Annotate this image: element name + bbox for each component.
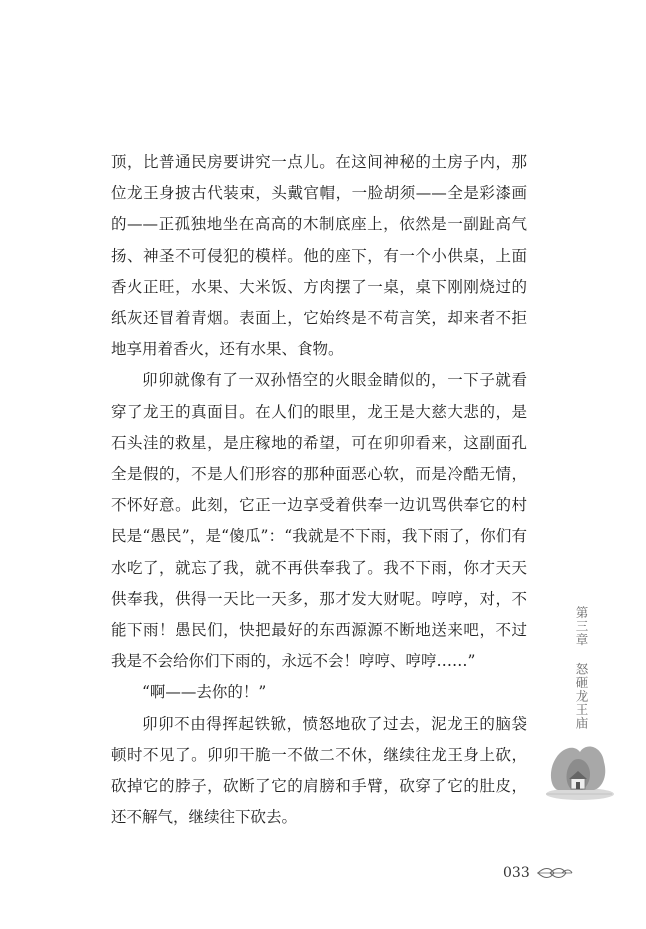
chapter-number: 第三章 — [574, 606, 589, 647]
paragraph-3: “啊——去你的！” — [142, 683, 267, 702]
paragraph-4: 卯卯不由得挥起铁锨，愤怒地砍了过去，泥龙王的脑袋顿时不见了。卯卯干脆一不做二不休，继续往龙王身上砍，砍掉它的脖子，砍断了它的肩膀和手臂，砍穿了它的肚皮，还不解气，继续往下砍去。 — [111, 714, 527, 827]
tree-house-illustration — [540, 730, 614, 802]
paragraph-2: 卯卯就像有了一双孙悟空的火眼金睛似的，一下子就看穿了龙王的真面目。在人们的眼里，龙王是大慈大悲的，是石头洼的救星，是庄稼地的希望，可在卯卯看来，这副面孔全是假的，不是人们形容的那种面恶心软，而是冷酷无情，不怀好意。此刻，它正一边享受着供奉一边讥骂供奉它的村民是“愚民”，是“傻瓜”：“我就是不下雨，我下雨了，你们有水吃了，就忘了我，就不再供奉我了。我不下雨，你才天天供奉我，供得一天比一天多，那才发大财呢。哼哼，对，不能下雨！愚民们，快把最好的东西源源不断地送来吧，不过我是不会给你们下雨的，永远不会！哼哼、哼哼……” — [111, 371, 527, 671]
paragraph-1: 顶，比普通民房要讲究一点儿。在这间神秘的土房子内，那位龙王身披古代装束，头戴官帽，一脸胡须——全是彩漆画的——正孤独地坐在高高的木制底座上，依然是一副趾高气扬、神圣不可侵犯的模样。他的座下，有一个小供桌，上面香火正旺，水果、大米饭、方肉摆了一桌，桌下刚刚烧过的纸灰还冒着青烟。表面上，它始终是不苟言笑，却来者不拒地享用着香火，还有水果、食物。 — [111, 153, 527, 359]
leaf-ornament-icon — [536, 866, 574, 880]
chapter-sidebar — [570, 606, 590, 730]
page-footer — [503, 863, 574, 883]
page-number: 033 — [503, 865, 530, 881]
body-text — [111, 147, 527, 833]
chapter-title: 怒砸龙王庙 — [574, 662, 589, 730]
